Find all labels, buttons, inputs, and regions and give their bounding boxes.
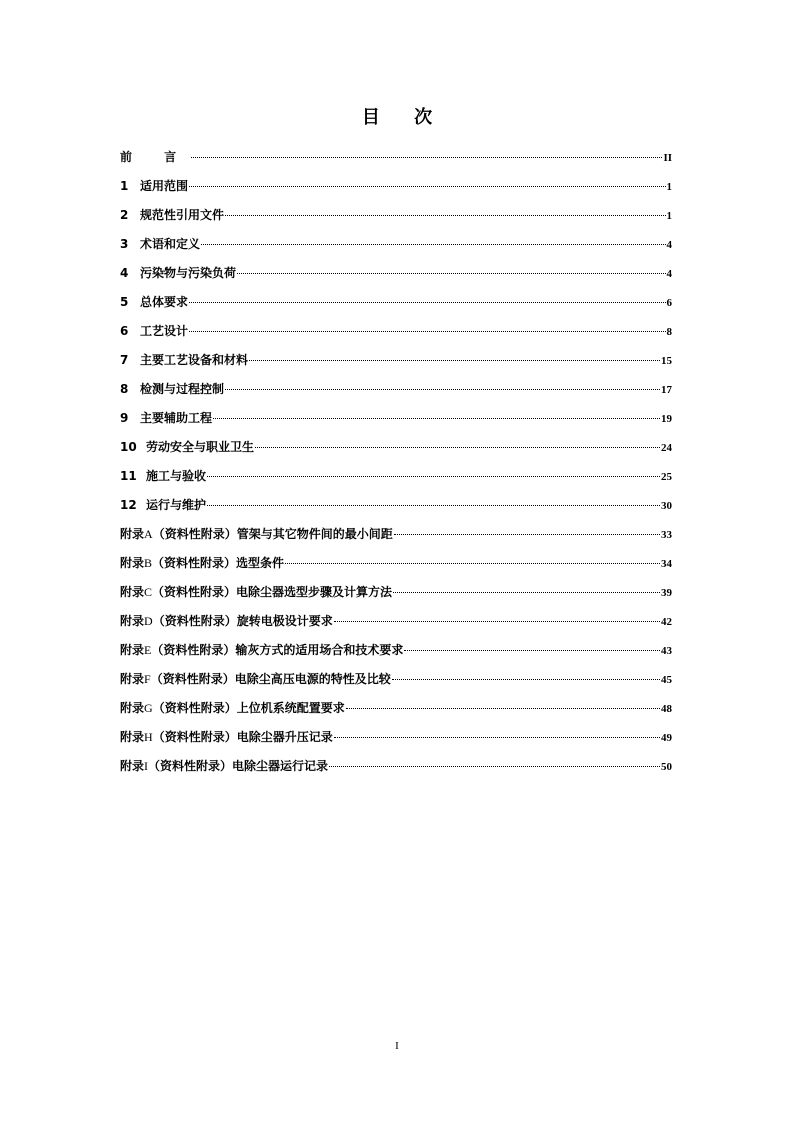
toc-entry-page: 48 (661, 703, 672, 715)
toc-leader (329, 766, 660, 767)
toc-entry-page: 1 (666, 210, 672, 222)
toc-entry-page: 50 (661, 761, 672, 773)
toc-leader (189, 302, 665, 303)
appendix-title: （资料性附录）输灰方式的适用场合和技术要求 (151, 643, 404, 657)
page-number: I (395, 1040, 399, 1052)
toc-entry-foreword[interactable] (120, 146, 672, 175)
appendix-prefix: 附录 (120, 730, 145, 744)
toc-entry-page: 24 (661, 442, 672, 454)
toc-leader (255, 447, 660, 448)
toc-entry-label: 运行与维护 (146, 498, 207, 512)
toc-entry-8[interactable] (120, 378, 672, 407)
toc-entry-page: 33 (661, 529, 672, 541)
toc-entry-label: 污染物与污染负荷 (140, 266, 237, 280)
appendix-title: （资料性附录）电除尘器选型步骤及计算方法 (152, 585, 393, 599)
appendix-letter: C (144, 585, 153, 599)
toc-entry-number: 12 (120, 498, 137, 512)
appendix-letter: I (144, 759, 149, 773)
toc-entry-page: II (663, 152, 672, 164)
appendix-title: （资料性附录）管架与其它物件间的最小间距 (152, 527, 393, 541)
toc-entry-number: 5 (120, 295, 129, 309)
appendix-title: （资料性附录）电除尘器升压记录 (152, 730, 333, 744)
toc-leader (207, 505, 660, 506)
appendix-title: （资料性附录）电除尘高压电源的特性及比较 (150, 672, 391, 686)
toc-entry-page: 45 (661, 674, 672, 686)
toc-entry-7[interactable] (120, 349, 672, 378)
appendix-prefix: 附录 (120, 701, 145, 715)
toc-leader (225, 389, 660, 390)
toc-leader (394, 534, 660, 535)
toc-entry-page: 1 (666, 181, 672, 193)
toc-entry-number: 4 (120, 266, 129, 280)
toc-entry-2[interactable] (120, 204, 672, 233)
toc-entry-page: 34 (661, 558, 672, 570)
toc-entry-label: 检测与过程控制 (140, 382, 225, 396)
toc-entry-4[interactable] (120, 262, 672, 291)
appendix-letter: B (144, 556, 153, 570)
appendix-letter: H (144, 730, 153, 744)
toc-appendix-e[interactable] (120, 639, 672, 668)
toc-leader (201, 244, 665, 245)
appendix-letter: F (144, 672, 151, 686)
toc-appendix-d[interactable] (120, 610, 672, 639)
toc-leader (213, 418, 660, 419)
toc-entry-page: 4 (666, 268, 672, 280)
toc-entry-label: 劳动安全与职业卫生 (146, 440, 255, 454)
toc-leader (191, 157, 662, 158)
toc-entry-label: 主要辅助工程 (140, 411, 213, 425)
appendix-title: （资料性附录）电除尘器运行记录 (148, 759, 329, 773)
appendix-letter: G (144, 701, 153, 715)
toc-entry-page: 49 (661, 732, 672, 744)
toc-entry-label: 规范性引用文件 (140, 208, 225, 222)
toc-leader (249, 360, 660, 361)
toc-entry-number: 6 (120, 324, 129, 338)
appendix-prefix: 附录 (120, 527, 145, 541)
appendix-title: （资料性附录）旋转电极设计要求 (152, 614, 333, 628)
toc-entry-number: 11 (120, 469, 137, 483)
toc-leader (334, 621, 660, 622)
appendix-prefix: 附录 (120, 643, 145, 657)
toc-entry-label: 总体要求 (140, 295, 189, 309)
appendix-prefix: 附录 (120, 759, 145, 773)
toc-appendix-i[interactable] (120, 755, 672, 784)
appendix-prefix: 附录 (120, 556, 145, 570)
toc-entry-label: 前 言 (120, 150, 191, 164)
toc-entry-page: 4 (666, 239, 672, 251)
toc-leader (189, 186, 665, 187)
toc-entry-label: 适用范围 (140, 179, 189, 193)
toc-leader (207, 476, 660, 477)
toc-entry-10[interactable] (120, 436, 672, 465)
toc-entry-12[interactable] (120, 494, 672, 523)
appendix-letter: E (144, 643, 152, 657)
appendix-letter: A (144, 527, 153, 541)
toc-entry-page: 42 (661, 616, 672, 628)
toc-entry-number: 8 (120, 382, 129, 396)
toc-leader (404, 650, 660, 651)
toc-leader (393, 592, 660, 593)
toc-entry-number: 2 (120, 208, 129, 222)
toc-entry-number: 1 (120, 179, 129, 193)
toc-appendix-h[interactable] (120, 726, 672, 755)
toc-leader (285, 563, 660, 564)
toc-appendix-f[interactable] (120, 668, 672, 697)
toc-leader (237, 273, 665, 274)
toc-entry-page: 15 (661, 355, 672, 367)
toc-appendix-a[interactable] (120, 523, 672, 552)
toc-appendix-b[interactable] (120, 552, 672, 581)
toc-entry-label: 施工与验收 (146, 469, 207, 483)
toc-entry-number: 7 (120, 353, 129, 367)
toc-entry-page: 43 (661, 645, 672, 657)
toc-entry-3[interactable] (120, 233, 672, 262)
appendix-prefix: 附录 (120, 672, 145, 686)
toc-entry-label: 工艺设计 (140, 324, 189, 338)
toc-entry-5[interactable] (120, 291, 672, 320)
toc-entry-number: 3 (120, 237, 129, 251)
toc-leader (189, 331, 665, 332)
toc-appendix-c[interactable] (120, 581, 672, 610)
toc-entry-number: 9 (120, 411, 129, 425)
appendix-prefix: 附录 (120, 585, 145, 599)
toc-entry-page: 8 (666, 326, 672, 338)
toc-leader (334, 737, 660, 738)
appendix-prefix: 附录 (120, 614, 145, 628)
toc-entry-label: 主要工艺设备和材料 (140, 353, 249, 367)
toc-entry-page: 19 (661, 413, 672, 425)
toc-entry-1[interactable] (120, 175, 672, 204)
toc-leader (392, 679, 660, 680)
appendix-letter: D (144, 614, 153, 628)
toc-entry-page: 6 (666, 297, 672, 309)
toc-entry-page: 25 (661, 471, 672, 483)
toc-entry-page: 17 (661, 384, 672, 396)
table-of-contents (120, 146, 672, 784)
appendix-title: （资料性附录）选型条件 (152, 556, 285, 570)
toc-leader (225, 215, 665, 216)
toc-entry-page: 30 (661, 500, 672, 512)
toc-entry-page: 39 (661, 587, 672, 599)
toc-entry-number: 10 (120, 440, 137, 454)
toc-appendix-g[interactable] (120, 697, 672, 726)
appendix-title: （资料性附录）上位机系统配置要求 (152, 701, 345, 715)
toc-entry-11[interactable] (120, 465, 672, 494)
toc-entry-label: 术语和定义 (140, 237, 201, 251)
toc-entry-6[interactable] (120, 320, 672, 349)
toc-leader (346, 708, 660, 709)
toc-entry-9[interactable] (120, 407, 672, 436)
page-title: 目 次 (361, 107, 447, 128)
